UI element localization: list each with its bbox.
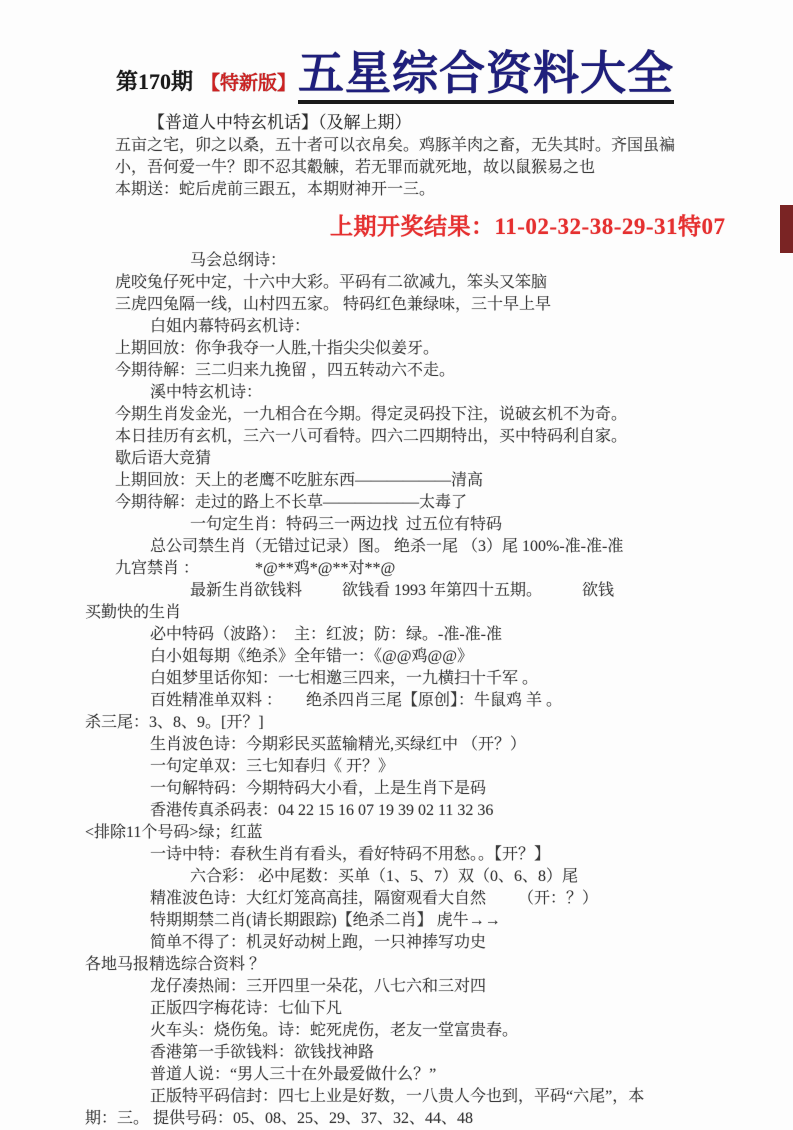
text-line: 普道人说：“男人三十在外最爱做什么？” [150,1066,437,1084]
text-line: 火车头：烧伤兔。诗：蛇死虎伤，老友一堂富贵春。 [150,1022,519,1040]
text-line: 本日挂历有玄机，三六一八可看特。四六二四期特出，买中特码利自家。 [115,428,628,446]
previous-draw-result: 上期开奖结果：11-02-32-38-29-31特07 [330,214,726,240]
text-line: 溪中特玄机诗： [150,384,263,402]
text-line: 一句解特码：今期特码大小看，上是生肖下是码 [150,780,487,798]
text-line: 上期回放：天上的老鹰不吃脏东西——————清高 [115,472,484,490]
text-line: 期：三。 提供号码：05、08、25、29、37、32、44、48 [85,1110,474,1128]
text-line: 三虎四兔隔一线，山村四五家。 特码红色兼绿味，三十早上早 [115,296,552,314]
text-line: 各地马报精选综合资料 ？ [85,956,266,974]
text-line: 杀三尾：3、8、9。[开？] [85,714,264,732]
text-line: 小，吾何爱一牛？即不忍其觳觫，若无罪而就死地，故以鼠猴易之也 [115,159,596,177]
text-line: 特期期禁二肖(请长期跟踪)【绝杀二肖】 虎牛→→ [150,912,501,930]
text-line: 生肖波色诗：今期彩民买蓝输精光,买绿红中 （开？） [150,736,527,754]
text-line: 今期待解：走过的路上不长草——————太毒了 [115,494,468,512]
page-header [0,0,793,104]
text-line: 六合彩： 必中尾数：买单（1、5、7）双（0、6、8）尾 [190,868,579,886]
issue-number: 第170期 [116,69,194,94]
intro-paragraph [85,135,745,201]
text-line: 五亩之宅，卯之以桑，五十者可以衣帛矣。鸡豚羊肉之畜，无失其时。齐国虽褊 [115,137,676,155]
text-line: 百姓精准单双料 ： 绝杀四肖三尾【原创】：牛鼠鸡 羊 。 [150,692,563,710]
text-line: 龙仔凑热闹：三开四里一朵花，八七六和三对四 [150,978,487,996]
text-line: 白小姐每期《绝杀》全年错一：《@@鸡@@》 [150,648,473,666]
subtitle: 【普道人中特玄机话】（及解上期） [148,113,412,133]
text-line: 买勤快的生肖 [85,604,182,622]
text-line: 必中特码（波路）： 主：红波；防：绿。-准-准-准 [150,626,502,644]
scan-artifact [780,205,793,253]
text-line: 最新生肖欲钱料 欲钱看 1993 年第四十五期。 欲钱 [190,582,615,600]
page-title: 五星综合资料大全 [298,50,674,104]
text-line: <排除11个号码>绿；红蓝 [85,824,263,842]
text-line: 香港第一手欲钱料：欲钱找神路 [150,1044,375,1062]
text-line: 精准波色诗：大红灯笼高高挂，隔窗观看大自然 （开：？） [150,890,599,908]
text-line: 今期待解：三二归来九挽留 ，四五转动六不走。 [115,362,456,380]
text-line: 简单不得了：机灵好动树上跑，一只神捧写功史 [150,934,487,952]
text-line: 白姐内幕特码玄机诗： [150,318,311,336]
text-line: 上期回放：你争我夺一人胜,十指尖尖似姜牙。 [115,340,440,358]
text-line: 白姐梦里话你知：一七相邀三四来，一九横扫十千军 。 [150,670,539,688]
text-line: 一诗中特：春秋生肖有看头，看好特码不用愁。。【开？】 [150,846,551,864]
text-line: 一句定单双：三七知春归《 开？》 [150,758,395,776]
text-line: 虎咬兔仔死中定，十六中大彩。平码有二欲减九，笨头又笨脑 [115,274,548,292]
text-line: 正版四字梅花诗：七仙下凡 [150,1000,343,1018]
body-lines [85,250,745,1130]
text-line: 歇后语大竞猜 [115,450,212,468]
document-body [0,135,793,1130]
text-line: 香港传真杀码表：04 22 15 16 07 19 39 02 11 32 36 [150,802,494,820]
text-line: 马会总纲诗： [190,252,287,270]
text-line: 今期生肖发金光，一九相合在今期。得定灵码投下注，说破玄机不为奇。 [115,406,628,424]
text-line: 九宫禁肖 ： *@**鸡*@**对**@ [115,560,396,578]
edition-badge: 【特新版】 [201,73,297,94]
text-line: 正版特平码信封：四七上业是好数，一八贵人今也到，平码“六尾”，本 [150,1088,645,1106]
text-line: 总公司禁生肖（无错过记录）图。 绝杀一尾 （3）尾 100%-准-准-准 [150,538,624,556]
text-line: 一句定生肖：特码三一两边找 过五位有特码 [190,516,503,534]
text-line: 本期送：蛇后虎前三跟五，本期财神开一三。 [115,181,436,199]
